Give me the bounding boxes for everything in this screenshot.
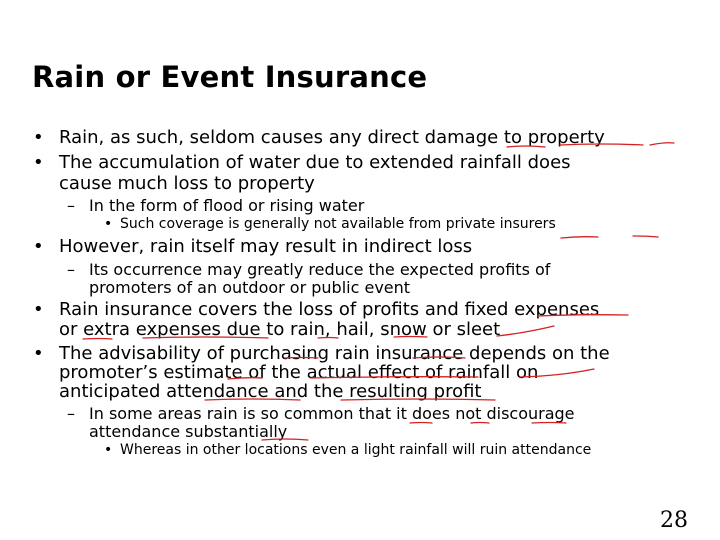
bullet-text-continued: cause much loss to property	[59, 173, 315, 194]
ink-stroke	[650, 143, 674, 145]
sub-bullet-text: In the form of flood or rising water	[89, 196, 365, 215]
ink-stroke	[633, 236, 658, 237]
bullet-text: The advisability of purchasing rain insurance depends on the	[59, 343, 610, 364]
bullet-text-continued: anticipated attendance and the resulting profit	[59, 381, 482, 402]
sub-sub-bullet-text: Such coverage is generally not available from private insurers	[120, 216, 556, 232]
bullet-text: The accumulation of water due to extended rainfall does	[59, 152, 571, 173]
bullet-text: Rain, as such, seldom causes any direct damage to property	[59, 127, 605, 148]
bullet-marker: •	[33, 343, 44, 364]
bullet-text: However, rain itself may result in indirect loss	[59, 236, 473, 257]
sub-sub-bullet-marker: •	[104, 442, 113, 458]
sub-bullet-text-continued: promoters of an outdoor or public event	[89, 278, 411, 297]
sub-bullet-marker: –	[67, 196, 75, 215]
ink-stroke	[497, 326, 554, 336]
sub-bullet-text: In some areas rain is so common that it does not discourage	[89, 404, 575, 423]
bullet-marker: •	[33, 127, 44, 148]
sub-bullet-text-continued: attendance substantially	[89, 422, 288, 441]
page-number: 28	[660, 508, 688, 533]
bullet-marker: •	[33, 299, 44, 320]
bullet-text-continued: or extra expenses due to rain, hail, snow or sleet	[59, 319, 501, 340]
sub-bullet-marker: –	[67, 260, 75, 279]
ink-stroke	[561, 237, 598, 238]
bullet-marker: •	[33, 152, 44, 173]
sub-sub-bullet-text: Whereas in other locations even a light rainfall will ruin attendance	[120, 442, 592, 458]
sub-bullet-text: Its occurrence may greatly reduce the expected profits of	[89, 260, 551, 279]
bullet-text-continued: promoter’s estimate of the actual effect of rainfall on	[59, 362, 539, 383]
slide-title: Rain or Event Insurance	[32, 60, 428, 94]
sub-bullet-marker: –	[67, 404, 75, 423]
bullet-marker: •	[33, 236, 44, 257]
sub-sub-bullet-marker: •	[104, 216, 113, 232]
bullet-text: Rain insurance covers the loss of profits and fixed expenses	[59, 299, 600, 320]
